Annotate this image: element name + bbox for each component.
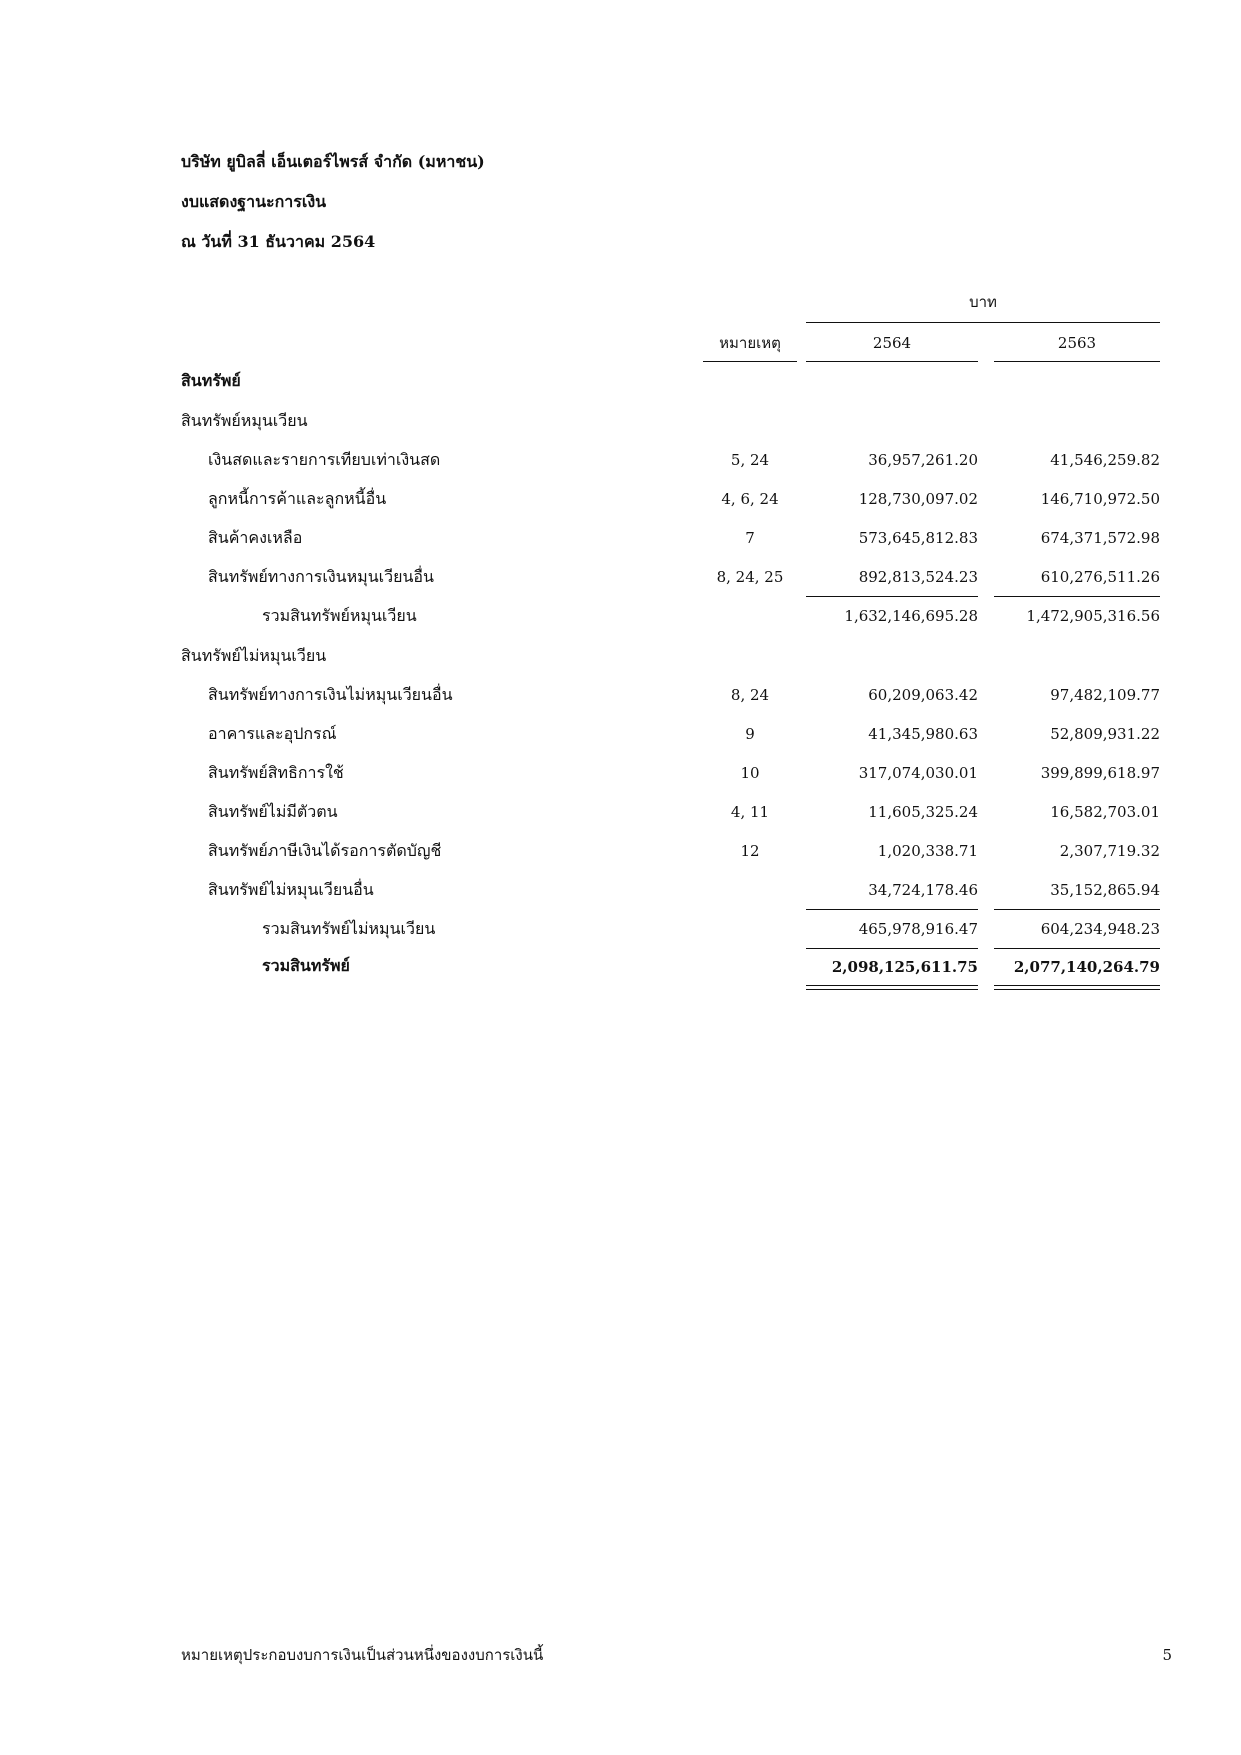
notes-column-header: หมายเหตุ bbox=[719, 334, 781, 352]
assets-heading: สินทรัพย์ bbox=[181, 371, 241, 390]
row-value-2563: 610,276,511.26 bbox=[1040, 568, 1160, 586]
total-noncurrent-assets-label: รวมสินทรัพย์ไม่หมุนเวียน bbox=[262, 919, 436, 938]
row-value-2564: 573,645,812.83 bbox=[858, 529, 978, 547]
row-label: สินทรัพย์ไม่หมุนเวียนอื่น bbox=[208, 880, 374, 899]
total-noncurrent-assets-2563: 604,234,948.23 bbox=[1040, 920, 1160, 938]
current-assets-heading: สินทรัพย์หมุนเวียน bbox=[181, 411, 308, 430]
row-notes: 12 bbox=[740, 842, 760, 860]
row-value-2563: 41,546,259.82 bbox=[1050, 451, 1160, 469]
currency-header-rule bbox=[806, 322, 1160, 323]
row-label: ลูกหนี้การค้าและลูกหนี้อื่น bbox=[208, 489, 387, 508]
row-notes: 8, 24, 25 bbox=[716, 568, 784, 586]
total-double-rule-2563 bbox=[994, 985, 1160, 990]
row-value-2564: 60,209,063.42 bbox=[868, 686, 978, 704]
statement-date: ณ วันที่ 31 ธันวาคม 2564 bbox=[181, 232, 376, 251]
row-value-2563: 16,582,703.01 bbox=[1050, 803, 1160, 821]
row-value-2563: 399,899,618.97 bbox=[1040, 764, 1160, 782]
notes-header-rule bbox=[703, 361, 797, 362]
total-current-assets-2563: 1,472,905,316.56 bbox=[1026, 607, 1160, 625]
page-number: 5 bbox=[1162, 1646, 1172, 1664]
row-value-2564: 34,724,178.46 bbox=[868, 881, 978, 899]
total-double-rule-2564 bbox=[806, 985, 978, 990]
row-value-2564: 11,605,325.24 bbox=[868, 803, 978, 821]
row-notes: 4, 6, 24 bbox=[721, 490, 779, 508]
row-label: สินทรัพย์ทางการเงินหมุนเวียนอื่น bbox=[208, 567, 434, 586]
row-label: สินค้าคงเหลือ bbox=[208, 528, 303, 547]
total-current-assets-2564: 1,632,146,695.28 bbox=[844, 607, 978, 625]
row-value-2563: 97,482,109.77 bbox=[1050, 686, 1160, 704]
row-label: เงินสดและรายการเทียบเท่าเงินสด bbox=[208, 450, 441, 469]
row-notes: 4, 11 bbox=[730, 803, 770, 821]
noncurrent-subtotal-rule-2563 bbox=[994, 909, 1160, 910]
row-value-2563: 2,307,719.32 bbox=[1059, 842, 1160, 860]
row-label: อาคารและอุปกรณ์ bbox=[208, 724, 337, 743]
footer-note: หมายเหตุประกอบงบการเงินเป็นส่วนหนึ่งของงบการเงินนี้ bbox=[181, 1646, 544, 1664]
subtotal-rule-2564 bbox=[806, 596, 978, 597]
total-assets-2564: 2,098,125,611.75 bbox=[831, 958, 978, 976]
noncurrent-assets-heading: สินทรัพย์ไม่หมุนเวียน bbox=[181, 646, 327, 665]
year-2564-header: 2564 bbox=[872, 334, 912, 352]
row-label: สินทรัพย์ไม่มีตัวตน bbox=[208, 802, 338, 821]
company-name: บริษัท ยูบิลลี่ เอ็นเตอร์ไพรส์ จำกัด (มหาชน) bbox=[181, 152, 485, 171]
row-value-2564: 317,074,030.01 bbox=[858, 764, 978, 782]
year-2564-header-rule bbox=[806, 361, 978, 362]
row-notes: 8, 24 bbox=[730, 686, 770, 704]
total-current-assets-label: รวมสินทรัพย์หมุนเวียน bbox=[262, 606, 417, 625]
total-noncurrent-assets-2564: 465,978,916.47 bbox=[858, 920, 978, 938]
total-rule-2563 bbox=[994, 948, 1160, 949]
row-value-2564: 36,957,261.20 bbox=[868, 451, 978, 469]
row-notes: 9 bbox=[745, 725, 755, 743]
statement-header bbox=[181, 152, 485, 272]
row-value-2563: 146,710,972.50 bbox=[1040, 490, 1160, 508]
year-2563-header-rule bbox=[994, 361, 1160, 362]
currency-header: บาท bbox=[969, 293, 997, 311]
row-value-2564: 41,345,980.63 bbox=[868, 725, 978, 743]
year-2563-header: 2563 bbox=[1057, 334, 1097, 352]
row-notes: 7 bbox=[745, 529, 755, 547]
row-label: สินทรัพย์สิทธิการใช้ bbox=[208, 763, 344, 782]
statement-title: งบแสดงฐานะการเงิน bbox=[181, 192, 327, 211]
row-value-2563: 35,152,865.94 bbox=[1050, 881, 1160, 899]
subtotal-rule-2563 bbox=[994, 596, 1160, 597]
row-label: สินทรัพย์ภาษีเงินได้รอการตัดบัญชี bbox=[208, 841, 442, 860]
total-rule-2564 bbox=[806, 948, 978, 949]
row-value-2564: 128,730,097.02 bbox=[858, 490, 978, 508]
row-value-2563: 52,809,931.22 bbox=[1050, 725, 1160, 743]
row-value-2564: 1,020,338.71 bbox=[877, 842, 978, 860]
row-notes: 5, 24 bbox=[730, 451, 770, 469]
noncurrent-subtotal-rule-2564 bbox=[806, 909, 978, 910]
total-assets-2563: 2,077,140,264.79 bbox=[1013, 958, 1160, 976]
row-notes: 10 bbox=[740, 764, 760, 782]
row-label: สินทรัพย์ทางการเงินไม่หมุนเวียนอื่น bbox=[208, 685, 453, 704]
row-value-2564: 892,813,524.23 bbox=[858, 568, 978, 586]
row-value-2563: 674,371,572.98 bbox=[1040, 529, 1160, 547]
total-assets-label: รวมสินทรัพย์ bbox=[262, 956, 350, 975]
